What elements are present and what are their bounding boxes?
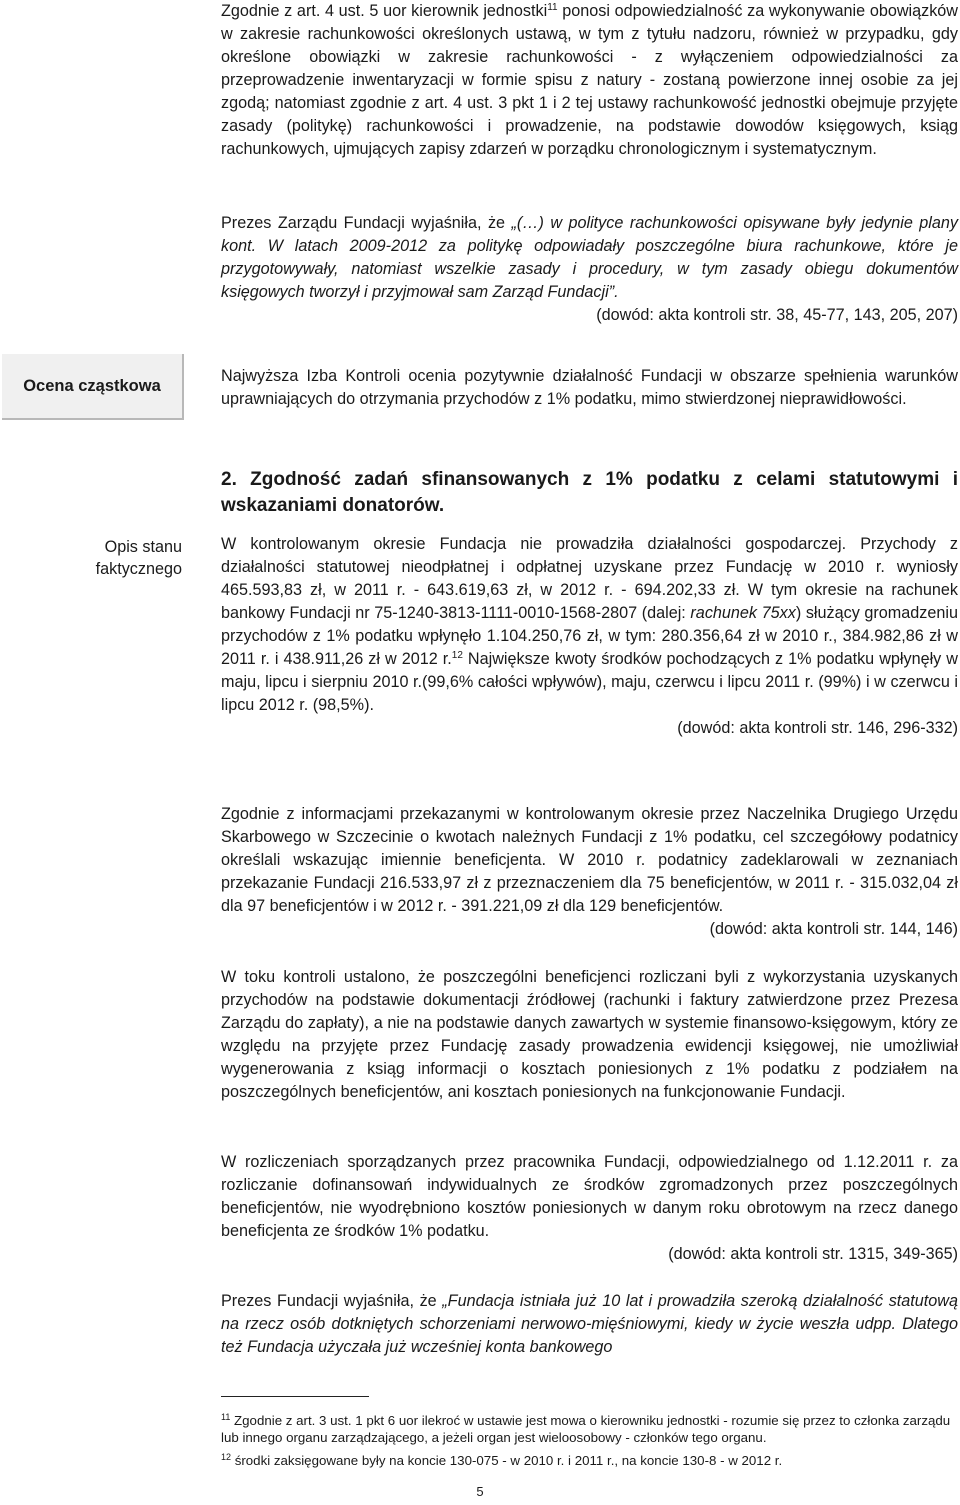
footnote-text: Zgodnie z art. 3 ust. 1 pkt 6 uor ilekroć w ustawie jest mowa o kierowniku jednostki - rozumie się przez to członka zarządu lub innego organu zarządzającego, a jeżeli organ jest wieloosobowy - członków tego organu. bbox=[221, 1413, 951, 1445]
p1-lead: Zgodnie z art. 4 ust. 5 uor kierownik jednostki bbox=[221, 2, 548, 20]
p2-lead: Prezes Zarządu Fundacji wyjaśniła, że bbox=[221, 214, 512, 232]
footnote-text: środki zaksięgowane były na koncie 130-075 - w 2010 r. i 2011 r., na koncie 130-8 - w 2012 r. bbox=[231, 1453, 783, 1468]
footnote-ref-11[interactable]: 11 bbox=[547, 2, 558, 13]
prezes-explanation bbox=[221, 212, 958, 327]
settlement-paragraph bbox=[221, 966, 958, 1104]
p5-text: W toku kontroli ustalono, że poszczególni beneficjenci rozliczani byli z wykorzystania uzyskanych przychodów na podstawie dokumentacji źródłowej (rachunki i faktury zatwierdzone przez Prezesa Zarządu do zapłaty), a nie na podstawie danych zawartych w systemie finansowo-księgowym, który ze względu na przyjęte przez Fundację zasady prowadzenia ewidencji księgowej, nie umożliwiał wygenerowania z ksiąg informacji o kosztach poniesionych z 1% podatku z podziałem na poszczególnych beneficjentów, ani kosztach poniesionych na funkcjonowanie Fundacji. bbox=[221, 968, 958, 1101]
opis-stanu-faktycznego-label bbox=[60, 536, 182, 580]
p1-rest: ponosi odpowiedzialność za wykonywanie obowiązków w zakresie rachunkowości określonych ustawą, w tym z tytułu nadzoru, również w przypadku, gdy określone obowiązki w zakresie rachunkowości - z wyłączeniem odpowiedzialności za przeprowadzenie inwentaryzacji w formie spisu z natury - zostaną powierzone innej osobie za jej zgodą; natomiast zgodnie z art. 4 ust. 3 pkt 1 i 2 tej ustawy rachunkowość jednostki obejmuje przyjęte zasady (politykę) rachunkowości i prowadzenie, na podstawie dowodów księgowych, ksiąg rachunkowych, ujmujących zapisy zdarzeń w porządku chronologicznym i systematycznym. bbox=[221, 2, 958, 158]
p4-text: Zgodnie z informacjami przekazanymi w kontrolowanym okresie przez Naczelnika Drugiego Urzędu Skarbowego w Szczecinie o kwotach należnych Fundacji z 1% podatku, cel szczegółowy podatnicy określali wskazując imiennie beneficjenta. W 2010 r. podatnicy zadeklarowali w zeznaniach przekazanie Fundacji 216.533,97 zł z przeznaczeniem dla 75 beneficjentów, w 2011 r. - 315.032,04 zł dla 97 beneficjentów i w 2012 r. - 391.221,09 zł dla 129 beneficjentów. bbox=[221, 805, 958, 915]
ocena-label-text: Ocena cząstkowa bbox=[23, 376, 161, 395]
evidence-ref: (dowód: akta kontroli str. 144, 146) bbox=[709, 920, 958, 938]
p7-lead: Prezes Fundacji wyjaśniła, że bbox=[221, 1292, 443, 1310]
intro-paragraph bbox=[221, 0, 958, 161]
p7-quote: „Fundacja istniała już 10 lat i prowadziła szeroką działalność statutową na rzecz osób dotkniętych schorzeniami nerwowo-mięśniowymi, kiedy w życie weszła udpp. Dlatego też Fundacja użyczała już wcześniej konta bankowego bbox=[221, 1292, 959, 1356]
p3-account-alias: rachunek 75xx bbox=[690, 604, 796, 622]
employee-settlement-paragraph bbox=[221, 1151, 958, 1266]
page-number: 5 bbox=[476, 1484, 484, 1499]
p6-text: W rozliczeniach sporządzanych przez pracownika Fundacji, odpowiedzialnego od 1.12.2011 r. za rozliczanie dofinansowań indywidualnych ze środków zgromadzonych przez poszczególnych beneficjentów, nie wyodrębniono kosztów poniesionych w danym roku obrotowym na rzecz danego beneficjenta ze środków 1% podatku. bbox=[221, 1153, 958, 1240]
footnote-12 bbox=[221, 1452, 958, 1469]
tax-office-paragraph bbox=[221, 803, 958, 941]
p3-part-b: ) służący gromadzeniu przychodów z 1% podatku wpłynęło 1.104.250,76 zł, w tym: 280.356,64 zł w 2010 r., 384.982,86 zł w 2011 r. i 438.911,26 zł w 2012 r. bbox=[221, 604, 958, 668]
ocena-czastkowa-label bbox=[2, 354, 184, 420]
section-heading-text: 2. Zgodność zadań sfinansowanych z 1% podatku z celami statutowymi i wskazaniami donatorów. bbox=[221, 469, 958, 516]
evidence-ref: (dowód: akta kontroli str. 146, 296-332) bbox=[677, 719, 958, 737]
footnote-11 bbox=[221, 1412, 958, 1446]
footnote-ref-12[interactable]: 12 bbox=[451, 650, 463, 661]
footnote-divider bbox=[221, 1396, 369, 1397]
p3-part-c: Największe kwoty środków pochodzących z 1% podatku wpłynęły w maju, lipcu i sierpniu 2010 r.(99,6% całości wpływów), maju, czerwcu i lipcu 2011 r. (99%) i w czerwcu i lipcu 2012 r. (98,5%). bbox=[221, 650, 958, 714]
section-heading bbox=[221, 467, 958, 519]
ocena-text: Najwyższa Izba Kontroli ocenia pozytywnie działalność Fundacji w obszarze spełnienia warunków uprawniających do otrzymania przychodów z 1% podatku, mimo stwierdzonej nieprawidłowości. bbox=[221, 367, 958, 408]
ocena-paragraph bbox=[221, 365, 958, 411]
evidence-ref: (dowód: akta kontroli str. 38, 45-77, 143, 205, 207) bbox=[596, 306, 958, 324]
prezes-fundacji-paragraph bbox=[221, 1290, 958, 1359]
evidence-ref: (dowód: akta kontroli str. 1315, 349-365) bbox=[668, 1245, 958, 1263]
opis-label-text: Opis stanu faktycznego bbox=[95, 538, 182, 578]
footnote-number: 12 bbox=[221, 1452, 232, 1462]
footnote-number: 11 bbox=[221, 1412, 231, 1422]
p3-part-a: W kontrolowanym okresie Fundacja nie prowadziła działalności gospodarczej. Przychody z działalności statutowej nieodpłatnej i odpłatnej uzyskane przez Fundację w 2010 r. wyniosły 465.593,83 zł, w 2011 r. - 643.619,63 zł, w 2012 r. - 694.202,33 zł. W tym okresie na rachunek bankowy Fundacji nr 75-1240-3813-1111-0010-1568-2807 (dalej: bbox=[221, 535, 958, 622]
income-paragraph bbox=[221, 533, 958, 740]
p2-quote: „(…) w polityce rachunkowości opisywane były jedynie plany kont. W latach 2009-2012 za politykę odpowiadały poszczególne biura rachunkowe, które je przygotowywały, natomiast wszelkie zasady i procedury, w tym zasady obiegu dokumentów księgowych tworzył i przyjmował sam Zarząd Fundacji”. bbox=[221, 214, 958, 301]
